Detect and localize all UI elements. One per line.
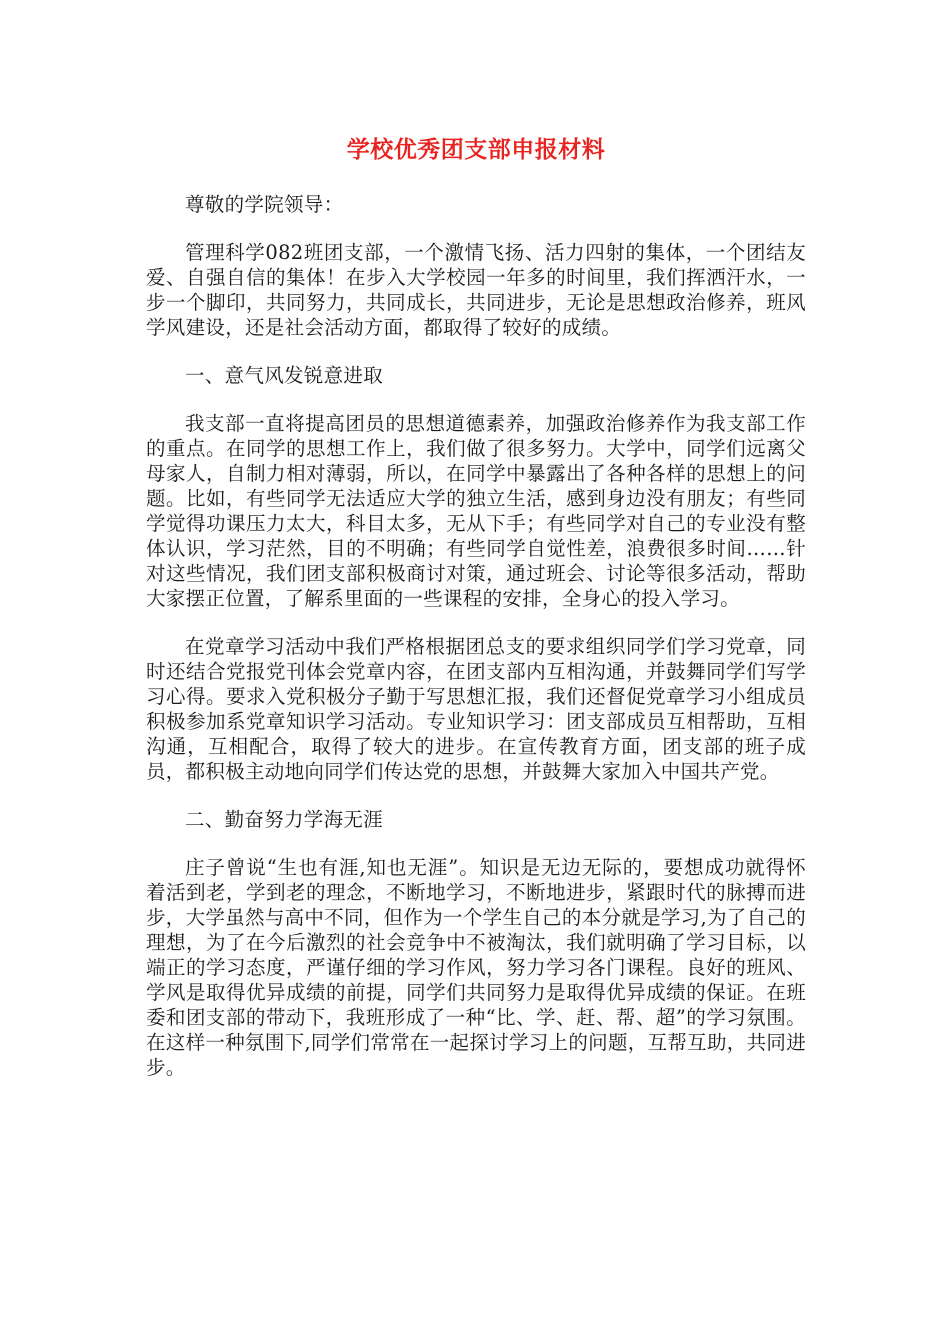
document-page — [146, 130, 806, 1103]
section-1-paragraph-1: 我支部一直将提高团员的思想道德素养，加强政治修养作为我支部工作的重点。在同学的思想工作上，我们做了很多努力。大学中，同学们远离父母家人，自制力相对薄弱，所以，在同学中暴露出了各种各样的思想上的问题。比如，有些同学无法适应大学的独立生活，感到身边没有朋友；有些同学觉得功课压力太大，科目太多，无从下手；有些同学对自己的专业没有整体认识，学习茫然，目的不明确；有些同学自觉性差，浪费很多时间……针对这些情况，我们团支部积极商讨对策，通过班会、讨论等很多活动，帮助大家摆正位置，了解系里面的一些课程的安排，全身心的投入学习。 — [146, 412, 806, 610]
section-2-paragraph-1: 庄子曾说“生也有涯,知也无涯”。知识是无边无际的，要想成功就得怀着活到老，学到老的理念，不断地学习，不断地进步，紧跟时代的脉搏而进步，大学虽然与高中不同，但作为一个学生自己的本分就是学习,为了自己的理想，为了在今后激烈的社会竞争中不被淘汰，我们就明确了学习目标，以端正的学习态度，严谨仔细的学习作风，努力学习各门课程。良好的班风、学风是取得优异成绩的前提，同学们共同努力是取得优异成绩的保证。在班委和团支部的带动下，我班形成了一种“比、学、赶、帮、超”的学习氛围。在这样一种氛围下,同学们常常在一起探讨学习上的问题，互帮互助，共同进步。 — [146, 856, 806, 1079]
salutation: 尊敬的学院领导： — [185, 193, 344, 216]
section-1-paragraph-2: 在党章学习活动中我们严格根据团总支的要求组织同学们学习党章，同时还结合党报党刊体会党章内容，在团支部内互相沟通，并鼓舞同学们写学习心得。要求入党积极分子勤于写思想汇报，我们还督促党章学习小组成员积极参加系党章知识学习活动。专业知识学习：团支部成员互相帮助，互相沟通，互相配合，取得了较大的进步。在宣传教育方面，团支部的班子成员，都积极主动地向同学们传达党的思想，并鼓舞大家加入中国共产党。 — [146, 635, 806, 783]
section-1-heading: 一、意气风发锐意进取 — [185, 364, 384, 387]
document-title: 学校优秀团支部申报材料 — [346, 137, 606, 163]
intro-paragraph: 管理科学082班团支部，一个激情飞扬、活力四射的集体，一个团结友爱、自强自信的集体！在步入大学校园一年多的时间里，我们挥洒汗水，一步一个脚印，共同努力，共同成长，共同进步，无论是思想政治修养，班风学风建设，还是社会活动方面，都取得了较好的成绩。 — [146, 241, 806, 339]
section-2-heading: 二、勤奋努力学海无涯 — [185, 808, 384, 831]
